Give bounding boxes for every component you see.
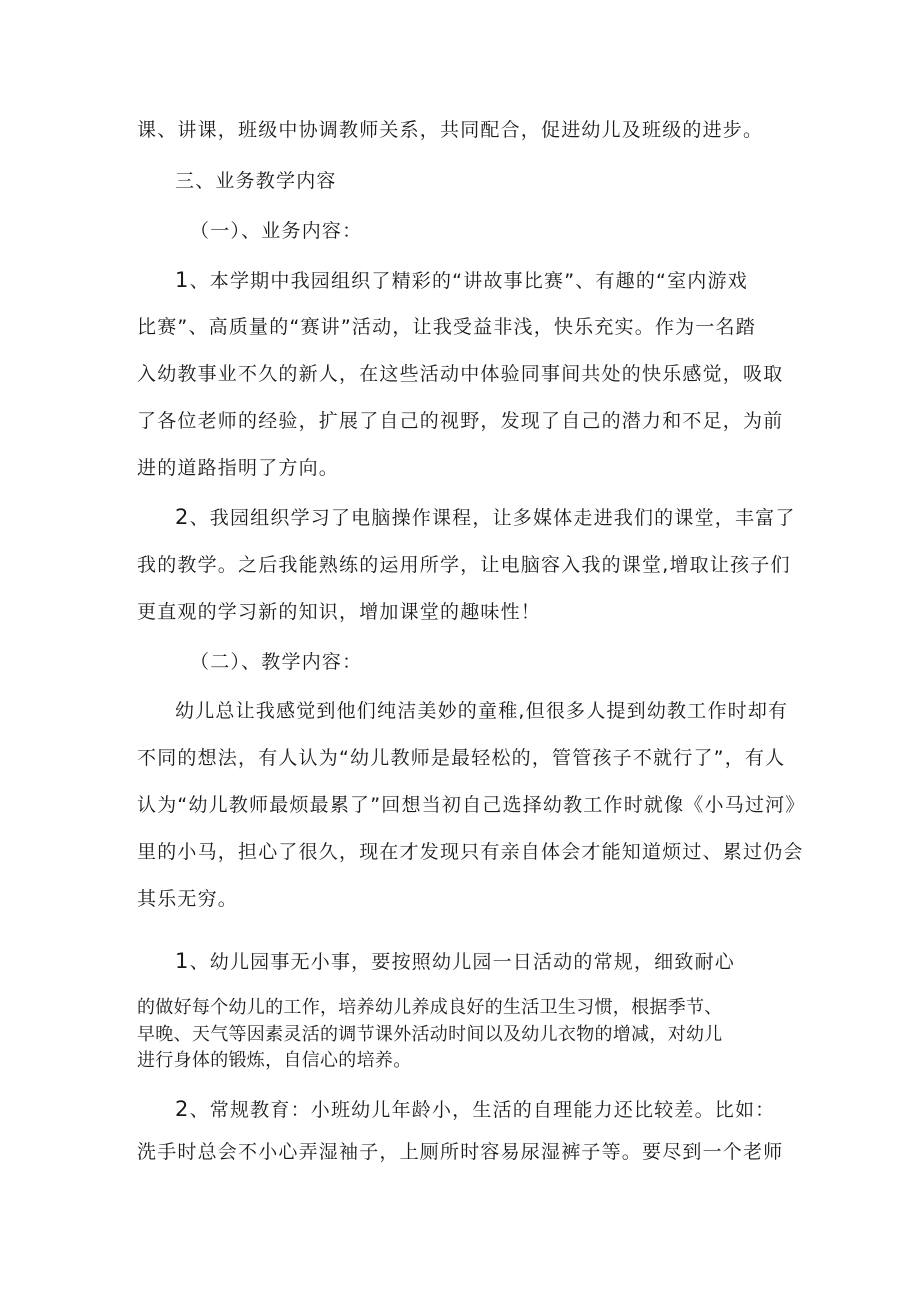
paragraph-text: 、我园组织学习了电脑操作课程，让多媒体走进我们的课堂，丰富了 [189,507,796,529]
paragraph-line [175,949,735,974]
paragraph-line [175,1097,775,1122]
paragraph-line: 早晚、天气等因素灵活的调节课外活动时间以及幼儿衣物的增减，对幼儿 [137,1024,723,1045]
paragraph-line: 的做好每个幼儿的工作，培养幼儿养成良好的生活卫生习惯，根据季节、 [137,997,723,1018]
paragraph-line: 进的道路指明了方向。 [137,457,340,479]
paragraph-line: 认为“幼儿教师最烦最累了”回想当初自己选择幼教工作时就像《小马过河》 [137,794,806,816]
item-number: 1 [175,268,190,292]
paragraph-line: 课、讲课，班级中协调教师关系，共同配合，促进幼儿及班级的进步。 [137,119,764,141]
paragraph-line: 入幼教事业不久的新人，在这些活动中体验同事间共处的快乐感觉，吸取 [137,363,784,385]
paragraph-text: 、本学期中我园组织了精彩的“讲故事比赛”、有趣的“室内游戏 [189,270,748,292]
item-number: 1 [175,949,190,973]
paragraph-text: 、常规教育：小班幼儿年龄小，生活的自理能力还比较差。比如： [189,1099,776,1121]
paragraph-line: 幼儿总让我感觉到他们纯洁美妙的童稚,但很多人提到幼教工作时却有 [175,700,789,722]
subsection-heading: （二）、教学内容： [190,651,363,673]
paragraph-line [175,268,748,293]
paragraph-line: 洗手时总会不小心弄湿袖子，上厕所时容易尿湿裤子等。要尽到一个老师 [137,1141,784,1163]
subsection-heading: （一）、业务内容： [190,220,363,242]
paragraph-text: 、幼儿园事无小事，要按照幼儿园一日活动的常规，细致耐心 [189,951,735,973]
paragraph-line: 不同的想法，有人认为“幼儿教师是最轻松的，管管孩子不就行了”，有人 [137,747,786,769]
paragraph-line: 我的教学。之后我能熟练的运用所学，让电脑容入我的课堂,增取让孩子们 [137,554,791,576]
paragraph-line: 更直观的学习新的知识，增加课堂的趣味性！ [137,601,542,623]
paragraph-line: 进行身体的锻炼，自信心的培养。 [137,1050,412,1071]
paragraph-line [175,505,796,530]
paragraph-line: 里的小马，担心了很久，现在才发现只有亲自体会才能知道烦过、累过仍会 [137,841,804,863]
paragraph-line: 其乐无穷。 [137,888,239,910]
paragraph-line: 了各位老师的经验，扩展了自己的视野，发现了自己的潜力和不足，为前 [137,410,784,432]
section-heading: 三、业务教学内容 [175,170,337,192]
item-number: 2 [175,505,190,529]
paragraph-line: 比赛”、高质量的“赛讲”活动，让我受益非浅，快乐充实。作为一名踏 [137,316,756,338]
item-number: 2 [175,1097,190,1121]
